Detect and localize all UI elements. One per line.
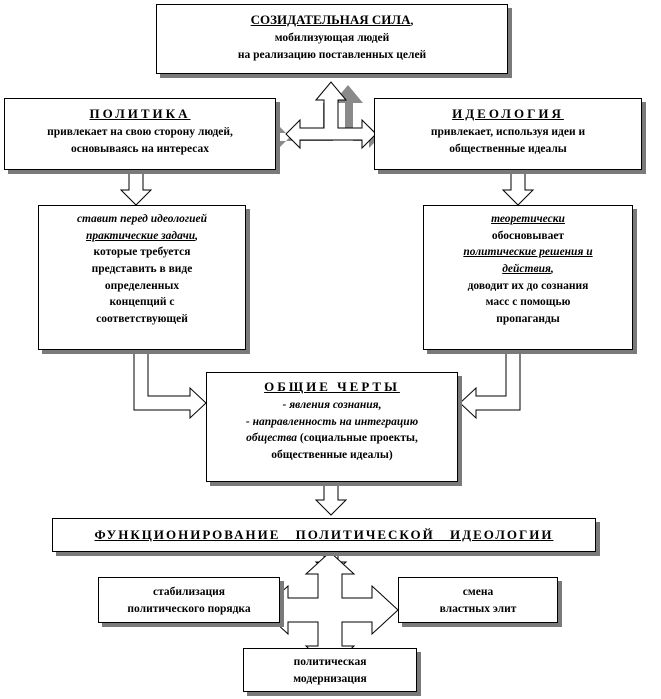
functioning-box: [52, 518, 596, 552]
politics-title: ПОЛИТИКА: [89, 106, 191, 121]
politics-down-arrow: [121, 172, 151, 205]
ideology-box: ИДЕОЛОГИЯ привлекает, используя идеи и общественные идеалы: [374, 98, 642, 170]
functioning-title: ФУНКЦИОНИРОВАНИЕ ПОЛИТИЧЕСКОЙ ИДЕОЛОГИИ: [94, 527, 554, 542]
stabilization-box: стабилизация политического порядка: [98, 577, 280, 623]
ideology-task-box: теоретически обосновывает политические решения и действия, доводит их до сознания масс с помощью пропаганды: [423, 205, 633, 350]
modernization-box: политическая модернизация: [243, 648, 417, 692]
elites-box: смена властных элит: [398, 577, 558, 623]
politics-to-common-arrow: [134, 350, 206, 418]
common-down-arrow: [316, 483, 346, 515]
politics-box: ПОЛИТИКА привлекает на свою сторону людей, основываясь на интересах: [4, 98, 276, 170]
ideology-to-common-arrow: [460, 350, 520, 418]
creative-force-box: СОЗИДАТЕЛЬНАЯ СИЛА, мобилизующая людей на реализацию поставленных целей: [156, 4, 508, 74]
ideology-title: ИДЕОЛОГИЯ: [452, 106, 564, 121]
politics-task-box: ставит перед идеологией практические задачи, которые требуется представить в виде определенных концепций с соответствующей: [38, 205, 246, 350]
common-features-title: ОБЩИЕ ЧЕРТЫ: [264, 379, 400, 394]
ideology-down-arrow: [503, 172, 533, 205]
up-left-right-arrow: [286, 82, 376, 148]
common-features-box: ОБЩИЕ ЧЕРТЫ - явления сознания, - направленность на интеграцию общества (социальные проекты, общественные идеалы): [206, 372, 458, 482]
creative-force-title: СОЗИДАТЕЛЬНАЯ СИЛА: [250, 12, 411, 27]
